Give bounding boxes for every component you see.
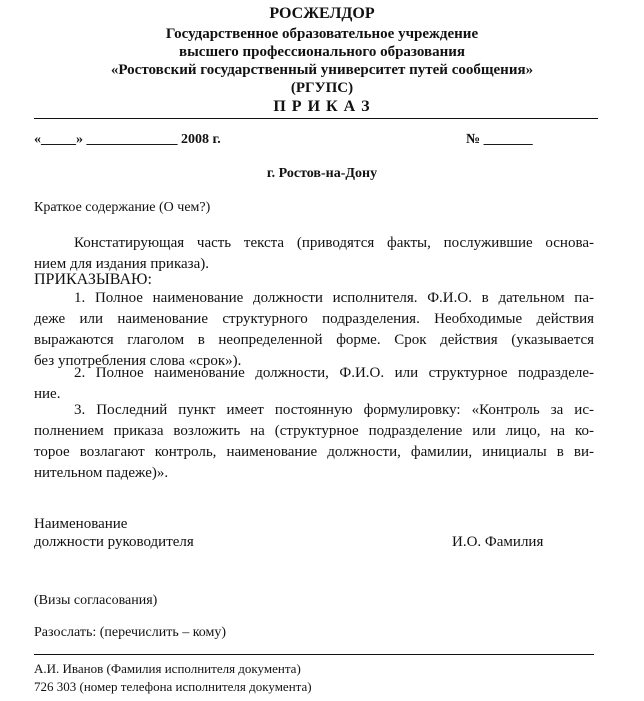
item-3-line-4: нительном падеже)». [34,465,169,481]
item-2-line-1: 2. Полное наименование должности, Ф.И.О. или структурное подразделе- [74,365,594,381]
footer-divider [34,654,594,655]
order-date: «_____» _____________ 2008 г. [34,132,221,147]
executor-phone: 726 303 (номер телефона исполнителя документа) [34,679,312,694]
item-3-line-1: 3. Последний пункт имеет постоянную формулировку: «Контроль за ис- [74,402,594,418]
signer-position-line-1: Наименование [34,516,128,532]
item-2-line-2: ние. [34,386,61,402]
institution-line-1: Государственное образовательное учреждение [165,26,479,42]
institution-line-3: «Ростовский государственный университет путей сообщения» [110,62,534,78]
summary-label: Краткое содержание (О чем?) [34,200,211,215]
institution-line-2: высшего профессионального образования [178,44,465,60]
executor-name: А.И. Иванов (Фамилия исполнителя документа) [34,661,301,676]
order-item-3 [34,400,594,484]
preamble-line-1: Констатирующая часть текста (приводятся факты, послужившие основа- [74,235,594,251]
header-divider [34,118,598,119]
preamble-line-2: нием для издания приказа). [34,256,209,272]
order-number: № _______ [466,132,533,147]
order-city: г. Ростов-на-Дону [266,166,378,181]
order-keyword: ПРИКАЗЫВАЮ: [34,271,152,288]
item-1-line-2: деже или наименование структурного подразделения. Необходимые действия [34,311,594,327]
institution-abbreviation: (РГУПС) [290,80,354,96]
signer-name: И.О. Фамилия [452,534,544,550]
item-3-line-2: полнением приказа возложить на (структурное подразделение или лицо, на ко- [34,423,594,439]
item-1-line-4: без употребления слова «срок»). [34,353,242,369]
item-3-line-3: торое возлагают контроль, наименование должности, фамилии, инициалы в ви- [34,444,594,460]
approval-visas: (Визы согласования) [34,593,158,608]
order-item-1 [34,288,594,372]
distribution-list: Разослать: (перечислить – кому) [34,625,227,640]
signer-position-line-2: должности руководителя [34,534,194,550]
document-type: П Р И К А З [273,98,371,115]
order-item-2 [34,363,594,405]
organization-name: РОСЖЕЛДОР [269,5,375,22]
item-1-line-3: выражаются глаголом в неопределенной форме. Срок действия (указывается [34,332,594,348]
item-1-line-1: 1. Полное наименование должности исполнителя. Ф.И.О. в дательном па- [74,290,594,306]
